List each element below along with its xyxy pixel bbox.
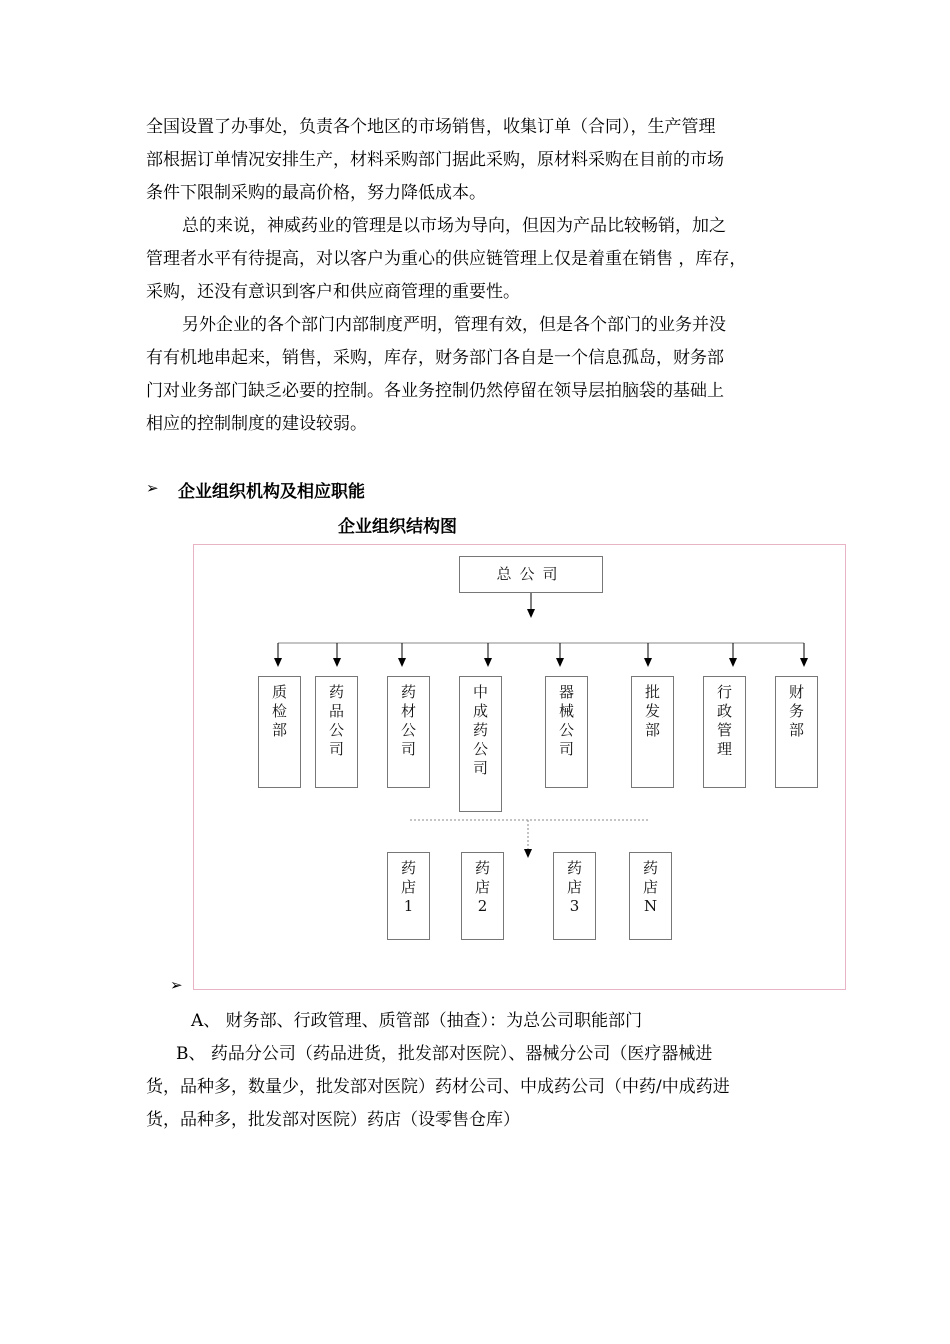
- text-line: 条件下限制采购的最高价格，努力降低成本。: [146, 183, 486, 203]
- bullet-arrow-icon: ➢: [146, 479, 159, 497]
- dept-label-char: 材: [400, 702, 416, 720]
- dept-label-char: 部: [644, 721, 660, 739]
- text-line: 采购，还没有意识到客户和供应商管理的重要性。: [146, 282, 520, 302]
- dept-box-tcm-company: [459, 676, 502, 812]
- store-label-char: 店: [474, 878, 490, 896]
- dept-label-char: 公: [400, 721, 416, 739]
- dept-label-char: 批: [644, 683, 660, 701]
- dept-label-char: 成: [472, 702, 488, 720]
- dept-label: [460, 683, 501, 778]
- department-arrows: [274, 643, 808, 667]
- dept-label-char: 司: [328, 740, 344, 758]
- dept-label-char: 行: [716, 683, 732, 701]
- responsibility-a: A、 财务部、行政管理、质管部（抽查）：为总公司职能部门: [191, 1011, 643, 1031]
- dept-box-drug-company: [315, 676, 358, 788]
- dept-label-char: 品: [328, 702, 344, 720]
- dept-label-char: 械: [558, 702, 574, 720]
- text-line: 门对业务部门缺乏必要的控制。各业务控制仍然停留在领导层拍脑袋的基础上: [146, 381, 724, 401]
- dept-label-char: 司: [558, 740, 574, 758]
- dept-label: [704, 683, 745, 759]
- dept-label-char: 中: [472, 683, 488, 701]
- bullet-arrow-icon: ➢: [170, 976, 183, 994]
- dept-label: [259, 683, 300, 740]
- dept-label-char: 公: [328, 721, 344, 739]
- dept-label-char: 管: [716, 721, 732, 739]
- store-label-char: 药: [474, 859, 490, 877]
- root-company-box: [459, 556, 603, 593]
- dept-label-char: 财: [788, 683, 804, 701]
- text-line: 有有机地串起来，销售，采购，库存，财务部门各自是一个信息孤岛，财务部: [146, 348, 724, 368]
- dept-label-char: 司: [472, 759, 488, 777]
- dept-label: [316, 683, 357, 759]
- text-line: 部根据订单情况安排生产，材料采购部门据此采购，原材料采购在目前的市场: [146, 150, 724, 170]
- store-box-3: [553, 852, 596, 940]
- dept-box-device-company: [545, 676, 588, 788]
- store-label-char: 药: [566, 859, 582, 877]
- dept-box-finance: [775, 676, 818, 788]
- store-label: [462, 859, 503, 916]
- dept-label: [546, 683, 587, 759]
- store-box-1: [387, 852, 430, 940]
- dept-label: [388, 683, 429, 759]
- dept-box-wholesale: [631, 676, 674, 788]
- text-line: 总的来说，神威药业的管理是以市场为导向，但因为产品比较畅销，加之: [182, 216, 726, 236]
- store-label-char: 店: [642, 878, 658, 896]
- store-label: [554, 859, 595, 916]
- store-label-char: 药: [400, 859, 416, 877]
- dept-box-herb-company: [387, 676, 430, 788]
- dept-label-char: 器: [558, 683, 574, 701]
- store-box-n: [629, 852, 672, 940]
- dept-label-char: 质: [271, 683, 287, 701]
- text-line: 货，品种多，数量少，批发部对医院）药材公司、中成药公司（中药/中成药进: [146, 1077, 730, 1097]
- org-chart-title: 企业组织结构图: [338, 517, 457, 537]
- store-label: [630, 859, 671, 916]
- dept-label-char: 政: [716, 702, 732, 720]
- store-label-char: 1: [403, 897, 414, 915]
- store-label-char: 店: [400, 878, 416, 896]
- section-heading: 企业组织机构及相应职能: [178, 482, 365, 502]
- dept-box-quality: [258, 676, 301, 788]
- dept-label-char: 药: [472, 721, 488, 739]
- dept-label-char: 发: [644, 702, 660, 720]
- dept-label-char: 务: [788, 702, 804, 720]
- dept-label-char: 部: [271, 721, 287, 739]
- dept-label: [632, 683, 673, 740]
- dept-label-char: 司: [400, 740, 416, 758]
- store-label: [388, 859, 429, 916]
- store-box-2: [461, 852, 504, 940]
- dept-label-char: 检: [271, 702, 287, 720]
- dept-label-char: 公: [558, 721, 574, 739]
- dept-label-char: 部: [788, 721, 804, 739]
- text-line: 货，品种多，批发部对医院）药店（设零售仓库）: [146, 1110, 520, 1130]
- text-line: B、 药品分公司（药品进货，批发部对医院）、器械分公司（医疗器械进: [176, 1044, 713, 1064]
- store-label-char: 3: [569, 897, 580, 915]
- text-line: 另外企业的各个部门内部制度严明，管理有效，但是各个部门的业务并没: [182, 315, 726, 335]
- store-label-char: N: [643, 897, 658, 915]
- text-line: 管理者水平有待提高，对以客户为重心的供应链管理上仅是着重在销售 ，库存，: [146, 249, 747, 269]
- dept-label-char: 理: [716, 740, 732, 758]
- dept-label-char: 公: [472, 740, 488, 758]
- dept-label-char: 药: [328, 683, 344, 701]
- dept-box-admin: [703, 676, 746, 788]
- root-company-label: 总公司: [496, 565, 566, 583]
- text-line: 相应的控制制度的建设较弱。: [146, 414, 367, 434]
- store-label-char: 2: [477, 897, 488, 915]
- text-line: 全国设置了办事处，负责各个地区的市场销售，收集订单（合同），生产管理: [146, 117, 716, 137]
- store-label-char: 药: [642, 859, 658, 877]
- responsibility-b: [146, 1038, 826, 1137]
- dept-label-char: 药: [400, 683, 416, 701]
- store-label-char: 店: [566, 878, 582, 896]
- dept-label: [776, 683, 817, 740]
